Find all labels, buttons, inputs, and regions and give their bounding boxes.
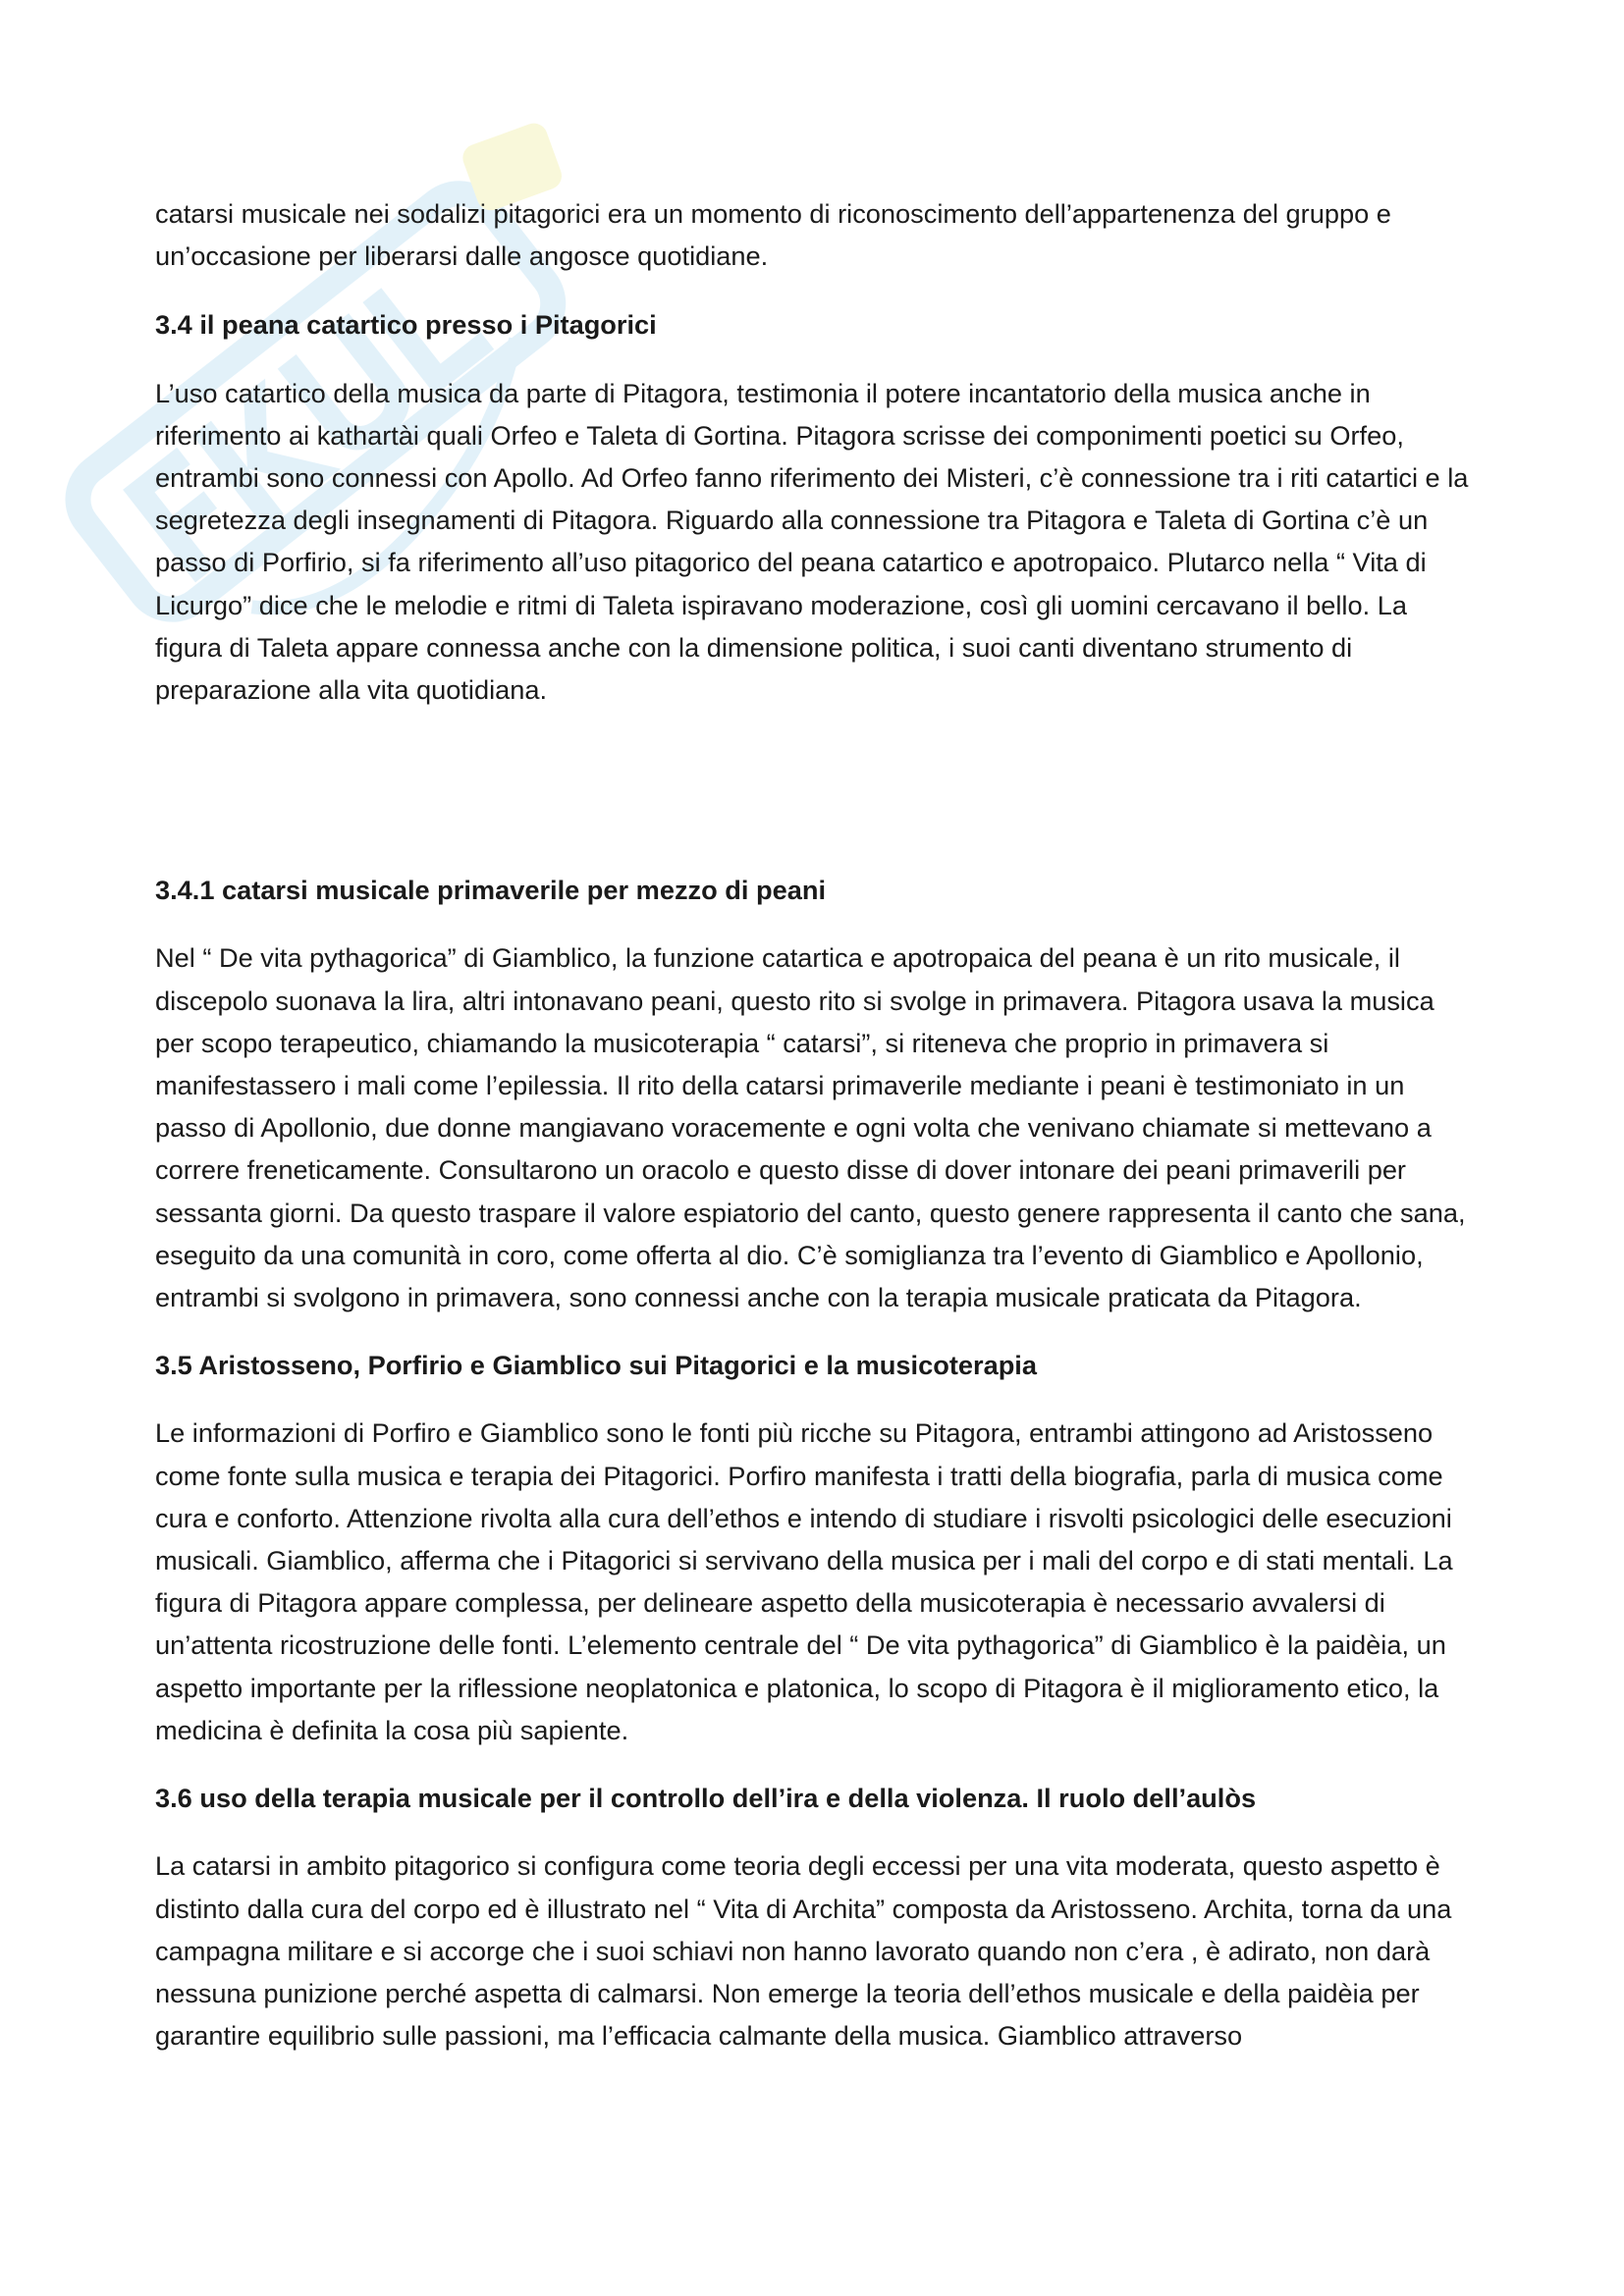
heading-3-4-1: 3.4.1 catarsi musicale primaverile per mezzo di peani [155,875,827,906]
heading-3-5: 3.5 Aristosseno, Porfirio e Giamblico sui Pitagorici e la musicoterapia [155,1350,1037,1381]
paragraph-3-4: L’uso catartico della musica da parte di Pitagora, testimonia il potere incantatorio della musica anche in riferimento ai kathartài quali Orfeo e Taleta di Gortina. Pitagora scrisse dei componimenti poetici su Orfeo, entrambi sono connessi con Apollo. Ad Orfeo fanno riferimento dei Misteri, c’è connessione tra i riti catartici e la segretezza degli insegnamenti di Pitagora. Riguardo alla connessione tra Pitagora e Taleta di Gortina c’è un passo di Porfirio, si fa riferimento all’uso pitagorico del peana catartico e apotropaico. Plutarco nella “ Vita di Licurgo” dice che le melodie e ritmi di Taleta ispiravano moderazione, così gli uomini cercavano il bello. La figura di Taleta appare connessa anche con la dimensione politica, i suoi canti diventano strumento di preparazione alla vita quotidiana. [155,377,1469,706]
heading-3-6: 3.6 uso della terapia musicale per il controllo dell’ira e della violenza. Il ruolo dell’aulòs [155,1783,1257,1814]
paragraph-intro: catarsi musicale nei sodalizi pitagorici era un momento di riconoscimento dell’appartenenza del gruppo e un’occasione per liberarsi dalle angosce quotidiane. [155,198,1391,272]
paragraph-3-4-1: Nel “ De vita pythagorica” di Giamblico, la funzione catartica e apotropaica del peana è un rito musicale, il discepolo suonava la lira, altri intonavano peani, questo rito si svolge in primavera. Pitagora usava la musica per scopo terapeutico, chiamando la musicoterapia “ catarsi”, si riteneva che proprio in primavera si manifestassero i mali come l’epilessia. Il rito della catarsi primaverile mediante i peani è testimoniato in un passo di Apollonio, due donne mangiavano voracemente e ogni volta che venivano chiamate si mettevano a correre freneticamente. Consultarono un oracolo e questo disse di dover intonare dei peani primaverili per sessanta giorni. Da questo traspare il valore espiatorio del canto, questo genere rappresenta il canto che sana, eseguito da una comunità in coro, come offerta al dio. C’è somiglianza tra l’evento di Giamblico e Apollonio, entrambi si svolgono in primavera, sono connessi anche con la terapia musicale praticata da Pitagora. [155,942,1466,1313]
document-page [155,192,1471,2056]
heading-3-4: 3.4 il peana catartico presso i Pitagorici [155,309,657,341]
paragraph-3-5: Le informazioni di Porfiro e Giamblico sono le fonti più ricche su Pitagora, entrambi attingono ad Aristosseno come fonte sulla musica e terapia dei Pitagorici. Porfiro manifesta i tratti della biografia, parla di musica come cura e conforto. Attenzione rivolta alla cura dell’ethos e intendo di studiare i risvolti psicologici delle esecuzioni musicali. Giamblico, afferma che i Pitagorici si servivano della musica per i mali del corpo e di stati mentali. La figura di Pitagora appare complessa, per delineare aspetto della musicoterapia è necessario avvalersi di un’attenta ricostruzione delle fonti. L’elemento centrale del “ De vita pythagorica” di Giamblico è la paidèia, un aspetto importante per la riflessione neoplatonica e platonica, lo scopo di Pitagora è il miglioramento etico, la medicina è definita la cosa più sapiente. [155,1417,1453,1745]
paragraph-3-6: La catarsi in ambito pitagorico si configura come teoria degli eccessi per una vita moderata, questo aspetto è distinto dalla cura del corpo ed è illustrato nel “ Vita di Archita” composta da Aristosseno. Archita, torna da una campagna militare e si accorge che i suoi schiavi non hanno lavorato quando non c’era , è adirato, non darà nessuna punizione perché aspetta di calmarsi. Non emerge la teoria dell’ethos musicale e della paidèia per garantire equilibrio sulle passioni, ma l’efficacia calmante della musica. Giamblico attraverso [155,1850,1452,2052]
